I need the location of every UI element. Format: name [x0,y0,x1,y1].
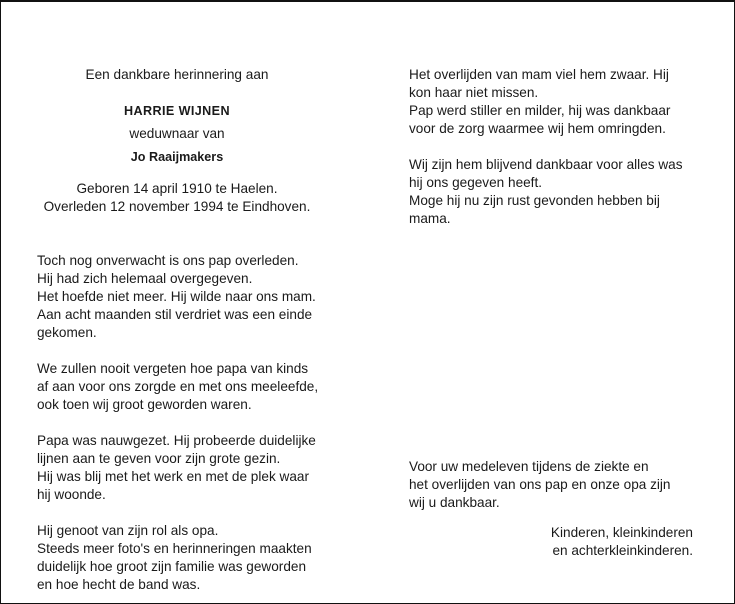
text-line: het overlijden van ons pap en onze opa zijn [409,477,671,492]
text-line: hij woonde. [37,487,106,502]
left-paragraph-2 [37,360,317,414]
death-line: Overleden 12 november 1994 te Eindhoven. [43,199,311,214]
text-line: voor de zorg waarmee wij hem omringden. [409,121,666,136]
text-line: Wij zijn hem blijvend dankbaar voor alles was [409,157,683,172]
text-line: Hij genoot van zijn rol als opa. [37,523,219,538]
life-dates [37,180,317,216]
signature-line: Kinderen, kleinkinderen [550,525,693,540]
left-column [37,66,317,594]
right-column [409,66,693,558]
signature-line: en achterkleinkinderen. [552,543,693,558]
thanks-paragraph [409,458,689,512]
left-paragraph-3 [37,432,317,504]
text-line: duidelijk hoe groot zijn familie was geworden [37,559,307,574]
text-line: We zullen nooit vergeten hoe papa van kinds [37,361,309,376]
left-paragraph-4 [37,522,317,594]
text-line: Aan acht maanden stil verdriet was een einde [37,307,313,322]
text-line: mama. [409,211,451,226]
text-line: Voor uw medeleven tijdens de ziekte en [409,459,649,474]
text-line: hij ons gegeven heeft. [409,175,543,190]
text-line: en hoe hecht de band was. [37,577,201,592]
text-line: Toch nog onverwacht is ons pap overleden. [37,253,299,268]
text-line: Het overlijden van mam viel hem zwaar. Hij [409,67,669,82]
spouse-name: Jo Raaijmakers [130,150,224,164]
text-line: Hij was blij met het werk en met de plek waar [37,469,309,484]
right-paragraph-1 [409,66,689,138]
widower-text: weduwnaar van [129,126,225,141]
text-line: Moge hij nu zijn rust gevonden hebben bij [409,193,660,208]
text-line: kon haar niet missen. [409,85,539,100]
text-line: Pap werd stiller en milder, hij was dankbaar [409,103,671,118]
deceased-name: HARRIE WIJNEN [124,104,230,118]
text-line: Steeds meer foto's en herinneringen maakten [37,541,312,556]
text-line: lijnen aan te geven voor zijn grote gezin. [37,451,281,466]
birth-line: Geboren 14 april 1910 te Haelen. [76,181,278,196]
text-line: Het hoefde niet meer. Hij wilde naar ons mam. [37,289,316,304]
right-paragraph-2 [409,156,689,228]
text-line: Papa was nauwgezet. Hij probeerde duidelijke [37,433,316,448]
text-line: af aan voor ons zorgde en met ons meeleefde, [37,379,319,394]
text-line: wij u dankbaar. [409,495,500,510]
intro-text: Een dankbare herinnering aan [85,67,269,82]
left-paragraph-1 [37,252,317,342]
text-line: gekomen. [37,325,97,340]
text-line: ook toen wij groot geworden waren. [37,397,252,412]
signature [551,524,693,560]
text-line: Hij had zich helemaal overgegeven. [37,271,253,286]
